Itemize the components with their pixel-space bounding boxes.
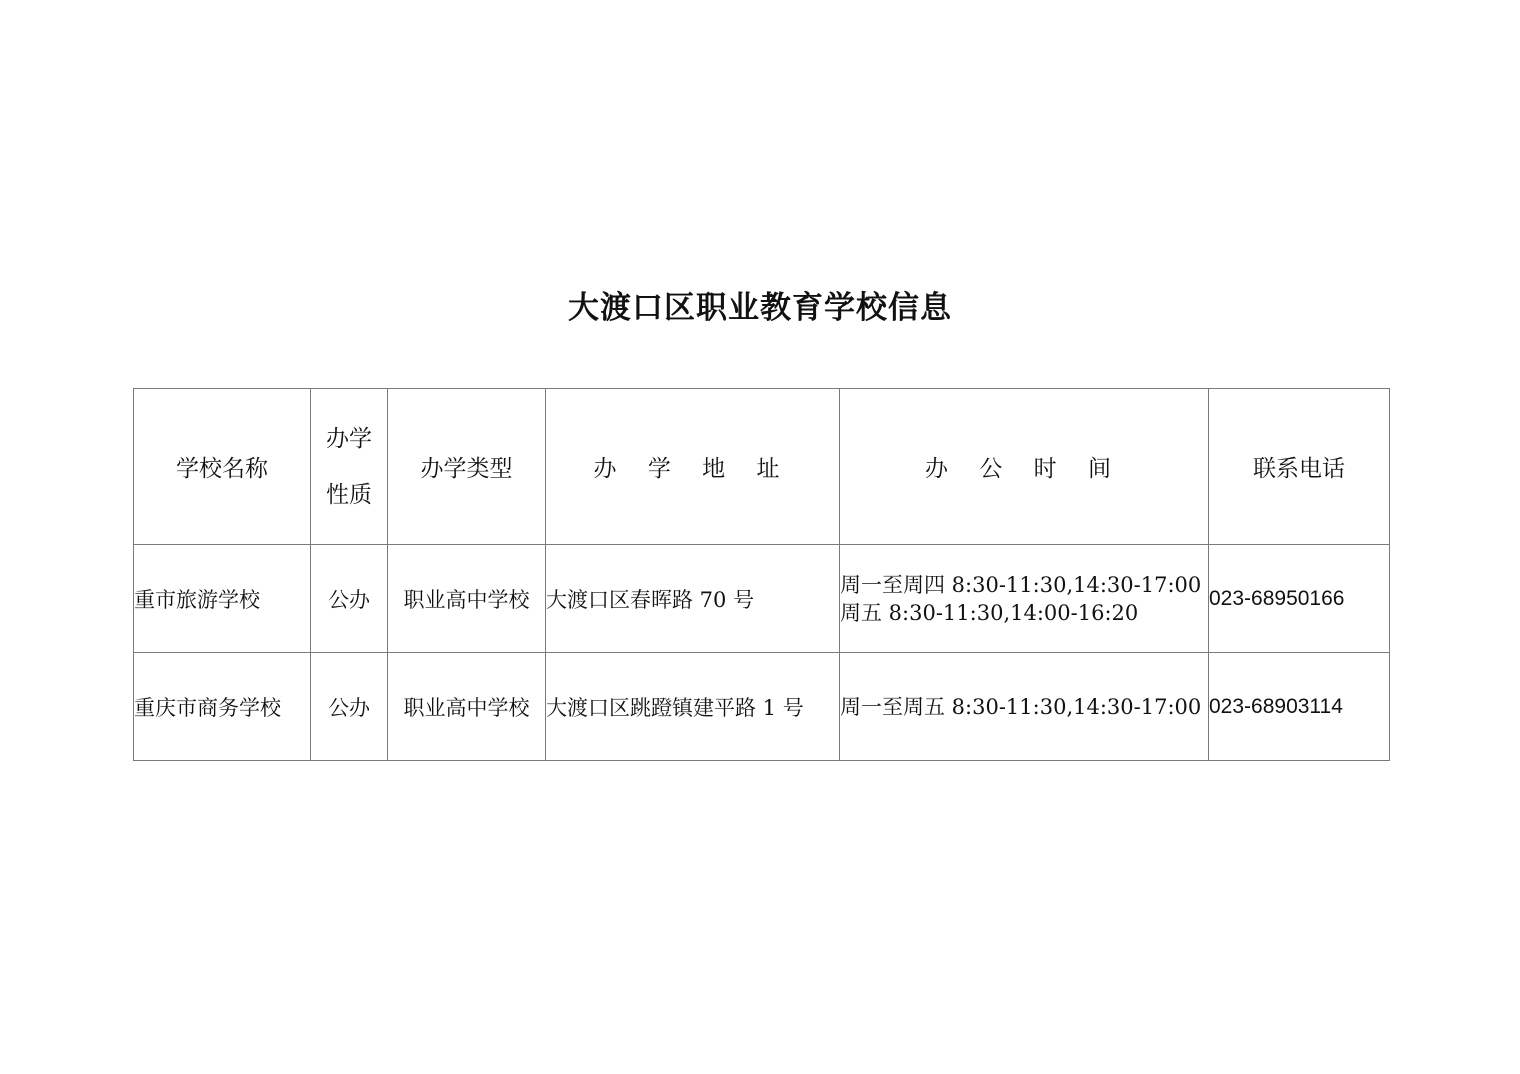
table-row [134,545,1390,653]
table-row [134,653,1390,761]
cell-hours-line1: 周一至周四 8:30-11:30,14:30-17:00 [840,572,1202,597]
header-type: 办学类型 [388,389,546,545]
header-row [134,389,1390,545]
header-school-name: 学校名称 [134,389,311,545]
cell-school-name: 重庆市商务学校 [134,653,311,761]
header-address: 办 学 地 址 [546,389,840,545]
cell-address: 大渡口区跳蹬镇建平路 1 号 [546,653,840,761]
header-nature-line1: 办学 [326,425,372,452]
cell-phone: 023-68903114 [1209,653,1390,761]
cell-type: 职业高中学校 [388,545,546,653]
cell-school-name: 重市旅游学校 [134,545,311,653]
cell-type: 职业高中学校 [388,653,546,761]
cell-nature: 公办 [311,545,388,653]
header-nature [311,389,388,545]
cell-hours-line2: 周五 8:30-11:30,14:00-16:20 [840,600,1139,625]
school-info-table [133,388,1390,761]
header-phone: 联系电话 [1209,389,1390,545]
page-title: 大渡口区职业教育学校信息 [568,290,952,326]
cell-phone: 023-68950166 [1209,545,1390,653]
cell-address: 大渡口区春晖路 70 号 [546,545,840,653]
cell-hours [840,653,1209,761]
header-hours: 办 公 时 间 [840,389,1209,545]
cell-nature: 公办 [311,653,388,761]
cell-hours [840,545,1209,653]
cell-hours-line1: 周一至周五 8:30-11:30,14:30-17:00 [840,694,1202,719]
header-nature-line2: 性质 [326,481,372,508]
